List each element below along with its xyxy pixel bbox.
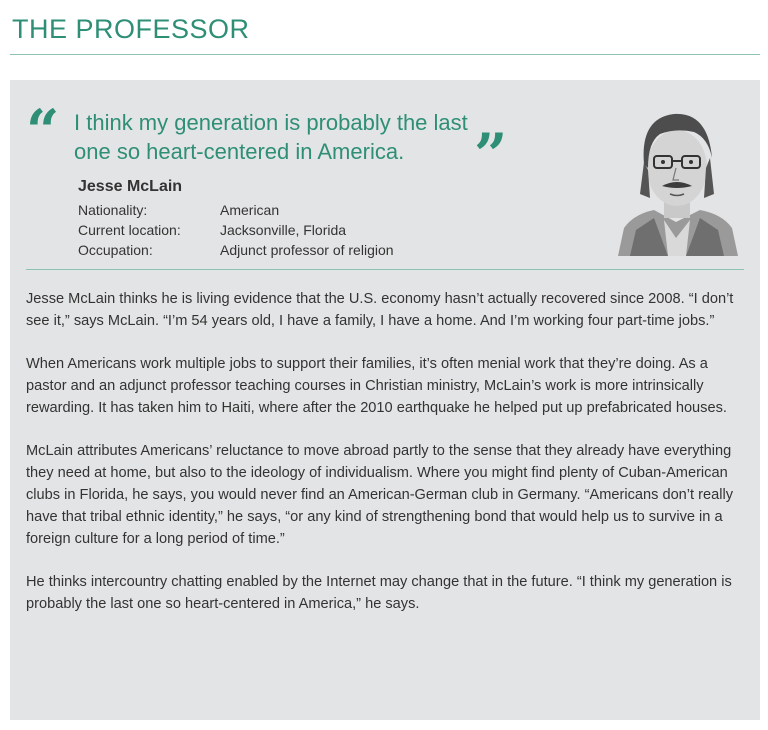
profile-divider (26, 269, 744, 270)
close-quote-icon: ” (474, 121, 508, 189)
open-quote-icon: “ (26, 97, 60, 165)
section-title: THE PROFESSOR (12, 14, 250, 44)
fact-value: American (220, 202, 280, 218)
paragraph: When Americans work multiple jobs to support their families, it’s often menial work that they’re doing. As a pastor and an adjunct professor teaching courses in Christian ministry, McLain’s work is more intrinsically rewarding. It has taken him to Haiti, where after the 2010 earthquake he helped put up prefabricated houses. (26, 356, 727, 416)
paragraph: He thinks intercountry chatting enabled by the Internet may change that in the future. “I think my generation is probably the last one so heart-centered in America,” he says. (26, 574, 732, 612)
paragraph: McLain attributes Americans’ reluctance to move abroad partly to the sense that they already have everything they need at home, but also to the ideology of individualism. Where you might find plenty of Cuban-American clubs in Florida, he says, you would never find an American-German club in Germany. “Americans don’t really have that tribal ethnic identity,” he says, “or any kind of strengthening bond that would help us to survive in a foreign culture for a long period of time.” (26, 443, 734, 547)
pull-quote: I think my generation is probably the last one so heart-centered in America. (74, 110, 468, 164)
fact-value: Jacksonville, Florida (220, 222, 347, 238)
fact-row-nationality (78, 200, 394, 220)
fact-row-location (78, 220, 394, 240)
fact-row-occupation (78, 240, 394, 260)
profile-box (10, 80, 760, 720)
profile-name: Jesse McLain (78, 178, 183, 195)
title-divider (10, 54, 760, 55)
fact-label: Current location: (78, 222, 181, 238)
profile-facts (78, 200, 394, 260)
article-body (26, 288, 746, 636)
paragraph: Jesse McLain thinks he is living evidence that the U.S. economy hasn’t actually recovered since 2008. “I don’t see it,” says McLain. “I’m 54 years old, I have a family, I have a home. And I’m working four part-time jobs.” (26, 291, 734, 329)
portrait-sketch-icon (610, 98, 744, 256)
fact-label: Occupation: (78, 242, 153, 258)
fact-value: Adjunct professor of religion (220, 242, 394, 258)
fact-label: Nationality: (78, 202, 148, 218)
